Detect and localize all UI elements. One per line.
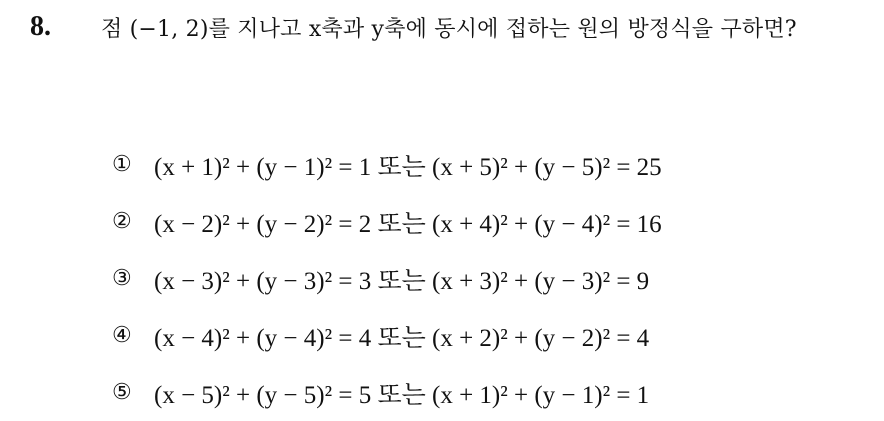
choice-1[interactable] <box>112 136 662 193</box>
choice-expression: (x − 3)² + (y − 3)² = 3 또는 (x + 3)² + (y − 3)² = 9 <box>154 267 650 295</box>
choice-expression: (x − 4)² + (y − 4)² = 4 또는 (x + 2)² + (y − 2)² = 4 <box>154 324 650 352</box>
choice-5[interactable] <box>112 364 662 421</box>
choice-marker: ④ <box>112 323 132 348</box>
choice-marker: ⑤ <box>112 380 132 405</box>
choice-expression: (x − 5)² + (y − 5)² = 5 또는 (x + 1)² + (y − 1)² = 1 <box>154 381 650 409</box>
choice-expression: (x + 1)² + (y − 1)² = 1 또는 (x + 5)² + (y − 5)² = 25 <box>154 153 662 181</box>
choice-marker: ② <box>112 209 132 234</box>
choice-3[interactable] <box>112 250 662 307</box>
question-text: 점 (−1, 2)를 지나고 x축과 y축에 동시에 접하는 원의 방정식을 구하면? <box>101 17 797 42</box>
choice-marker: ① <box>112 152 132 177</box>
choice-marker: ③ <box>112 266 132 291</box>
choice-4[interactable] <box>112 307 662 364</box>
choice-2[interactable] <box>112 193 662 250</box>
choice-expression: (x − 2)² + (y − 2)² = 2 또는 (x + 4)² + (y − 4)² = 16 <box>154 210 662 238</box>
answer-choices <box>112 136 662 421</box>
question-number: 8. <box>30 11 51 42</box>
